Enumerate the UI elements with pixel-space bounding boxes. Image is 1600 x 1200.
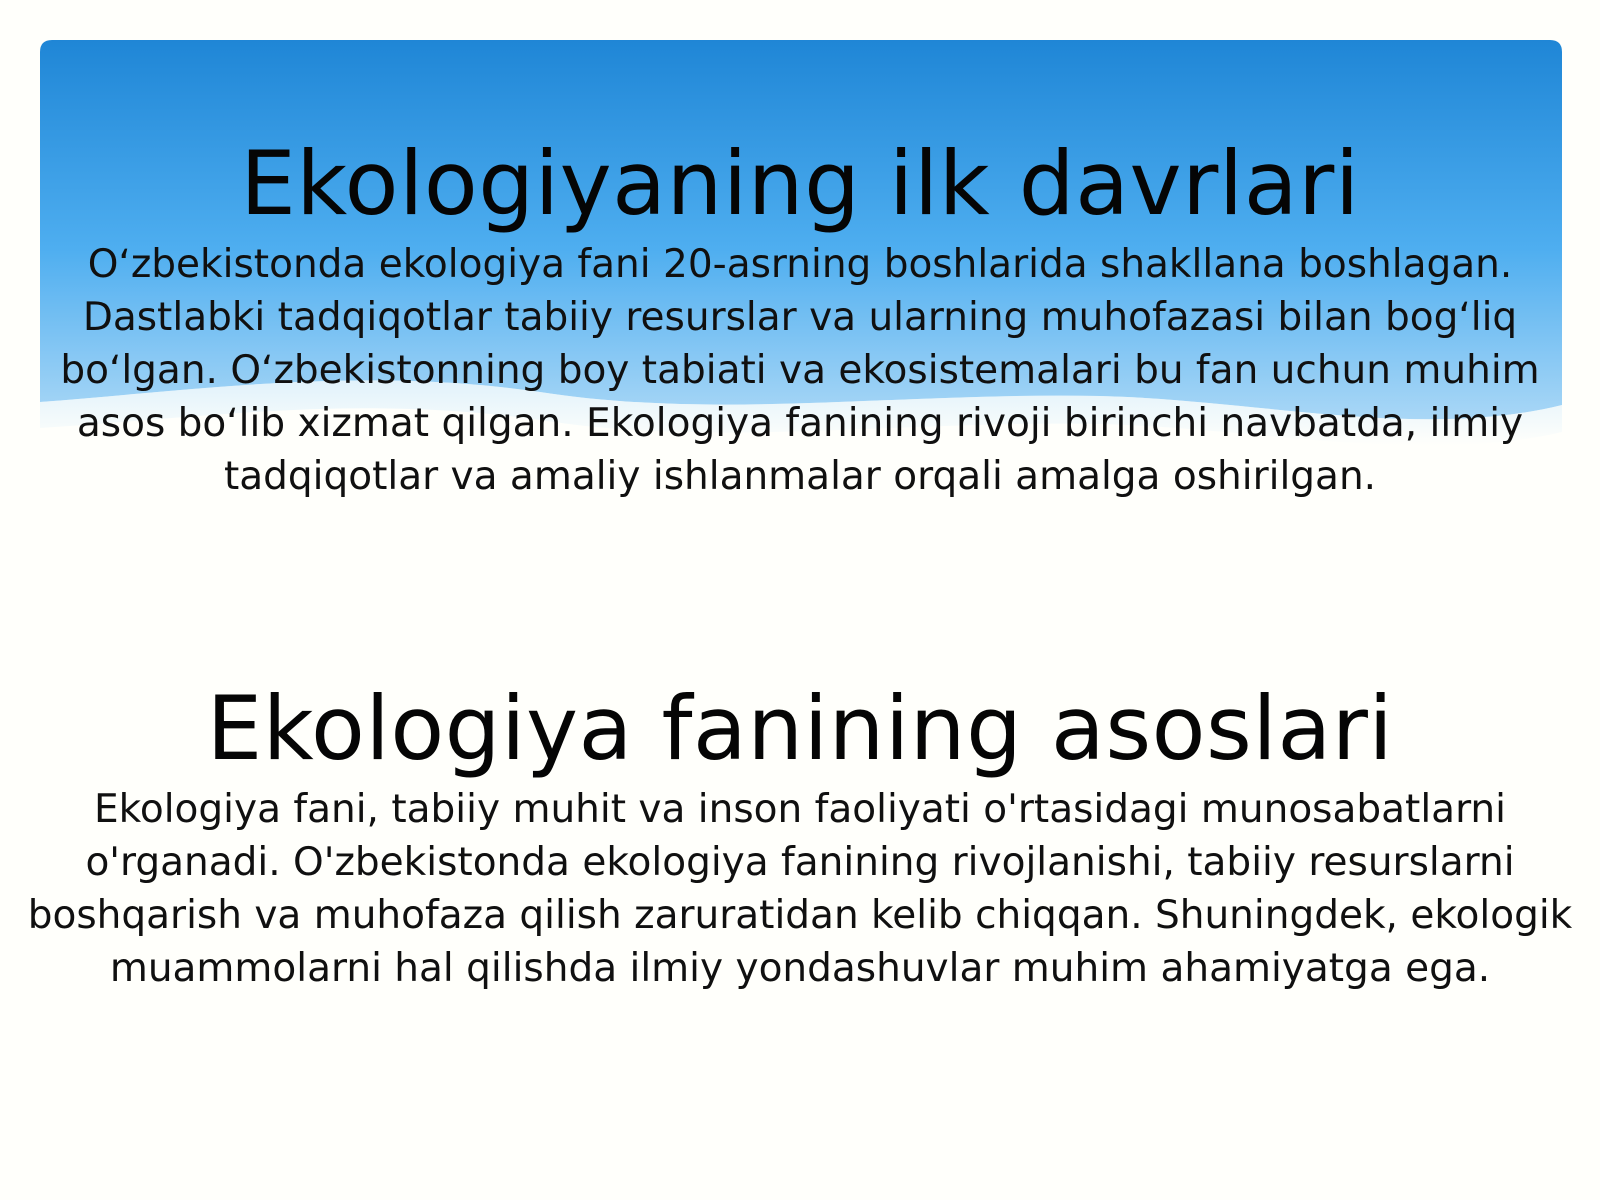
section-foundations <box>0 675 1600 995</box>
section-1-title: Ekologiyaning ilk davrlari <box>240 132 1360 235</box>
section-1-body: O‘zbekistonda ekologiya fani 20-asrning boshlarida shakllana boshlagan. Dastlabki tadqiqotlar tabiiy resurslar va ularning muhofazasi bilan bog‘liq bo‘lgan. O‘zbekistonning boy tabiati va ekosistemalari bu fan uchun muhim asos bo‘lib xizmat qilgan. Ekologiya fanining rivoji birinchi navbatda, ilmiy tadqiqotlar va amaliy ishlanmalar orqali amalga oshirilgan. <box>60 242 1540 499</box>
section-early-periods <box>0 130 1600 503</box>
section-2-body: Ekologiya fani, tabiiy muhit va inson faoliyati o'rtasidagi munosabatlarni o'rganadi. O'zbekistonda ekologiya fanining rivojlanishi, tabiiy resurslarni boshqarish va muhofaza qilish zaruratidan kelib chiqqan. Shuningdek, ekologik muammolarni hal qilishda ilmiy yondashuvlar muhim ahamiyatga ega. <box>27 787 1573 991</box>
section-2-title: Ekologiya fanining asoslari <box>206 677 1394 780</box>
